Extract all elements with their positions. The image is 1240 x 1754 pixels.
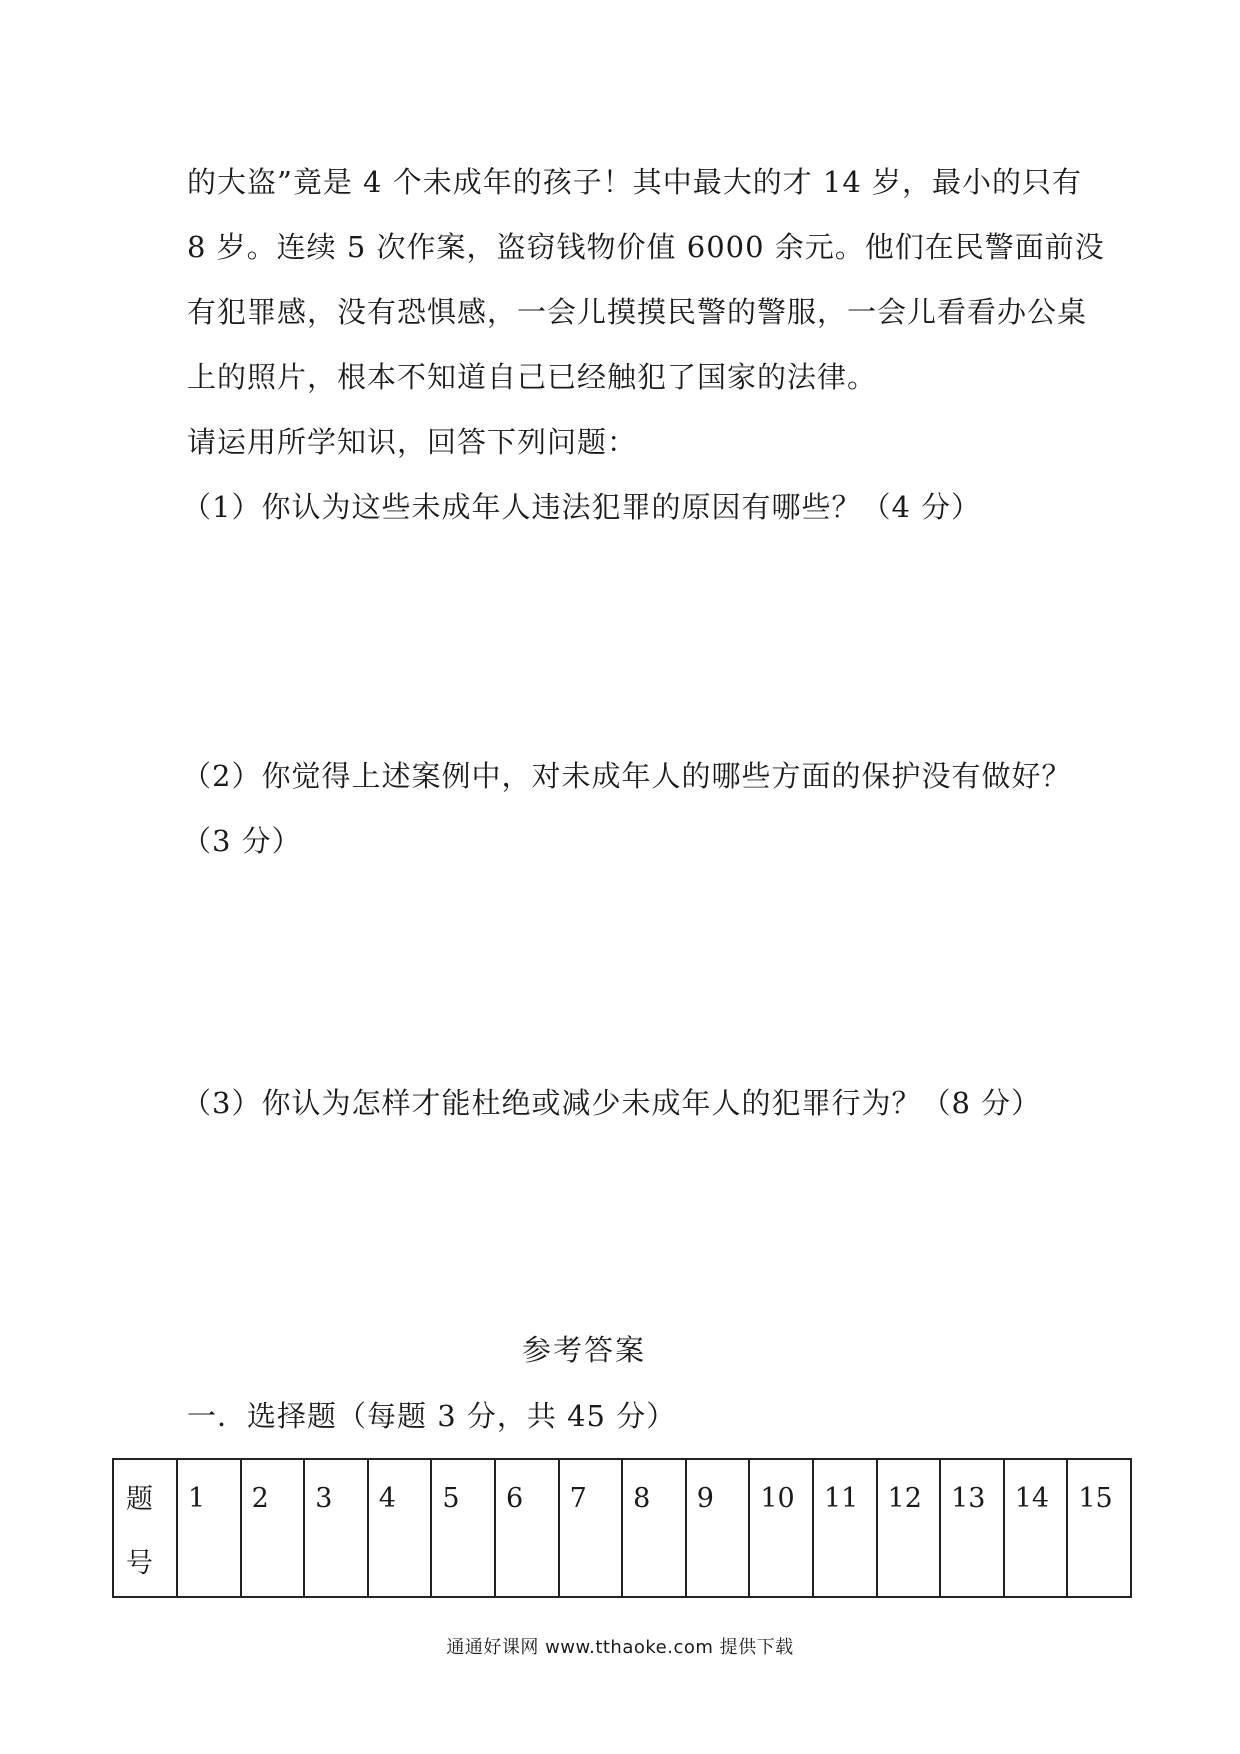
question-number-cell: 8 xyxy=(622,1459,686,1597)
question-1: （1）你认为这些未成年人违法犯罪的原因有哪些？（4 分） xyxy=(182,490,982,524)
question-number-cell: 11 xyxy=(813,1459,877,1597)
question-prompt: 请运用所学知识，回答下列问题： xyxy=(187,425,638,459)
question-number-cell: 13 xyxy=(940,1459,1004,1597)
section-1-heading: 一．选择题（每题 3 分，共 45 分） xyxy=(187,1399,677,1433)
page-footer: 通通好课网 www.tthaoke.com 提供下载 xyxy=(446,1637,794,1658)
question-3: （3）你认为怎样才能杜绝或减少未成年人的犯罪行为？（8 分） xyxy=(182,1086,1042,1120)
header-char: 题 xyxy=(126,1484,153,1515)
question-number-cell: 15 xyxy=(1067,1459,1131,1597)
question-number-cell: 4 xyxy=(368,1459,432,1597)
answer-table xyxy=(112,1458,1132,1598)
question-2-line-2: （3 分） xyxy=(182,824,302,858)
question-number-cell: 10 xyxy=(749,1459,813,1597)
question-number-cell: 3 xyxy=(304,1459,368,1597)
question-number-cell: 12 xyxy=(877,1459,941,1597)
question-number-header xyxy=(113,1459,177,1597)
question-number-cell: 9 xyxy=(686,1459,750,1597)
answer-key-title: 参考答案 xyxy=(521,1333,646,1367)
passage-line-2: 8 岁。连续 5 次作案，盗窃钱物价值 6000 余元。他们在民警面前没 xyxy=(187,230,1105,264)
passage-line-4: 上的照片，根本不知道自己已经触犯了国家的法律。 xyxy=(187,360,878,394)
passage-line-3: 有犯罪感，没有恐惧感，一会儿摸摸民警的警服，一会儿看看办公桌 xyxy=(187,295,1088,329)
question-number-cell: 14 xyxy=(1004,1459,1068,1597)
question-number-cell: 5 xyxy=(431,1459,495,1597)
passage-line-1: 的大盗”竟是 4 个未成年的孩子！其中最大的才 14 岁，最小的只有 xyxy=(187,165,1083,199)
question-number-cell: 6 xyxy=(495,1459,559,1597)
header-char: 号 xyxy=(126,1548,153,1579)
question-number-cell: 1 xyxy=(177,1459,241,1597)
table-row xyxy=(113,1459,1131,1597)
question-number-cell: 2 xyxy=(241,1459,305,1597)
question-2-line-1: （2）你觉得上述案例中，对未成年人的哪些方面的保护没有做好？ xyxy=(182,759,1072,793)
question-number-cell: 7 xyxy=(559,1459,623,1597)
